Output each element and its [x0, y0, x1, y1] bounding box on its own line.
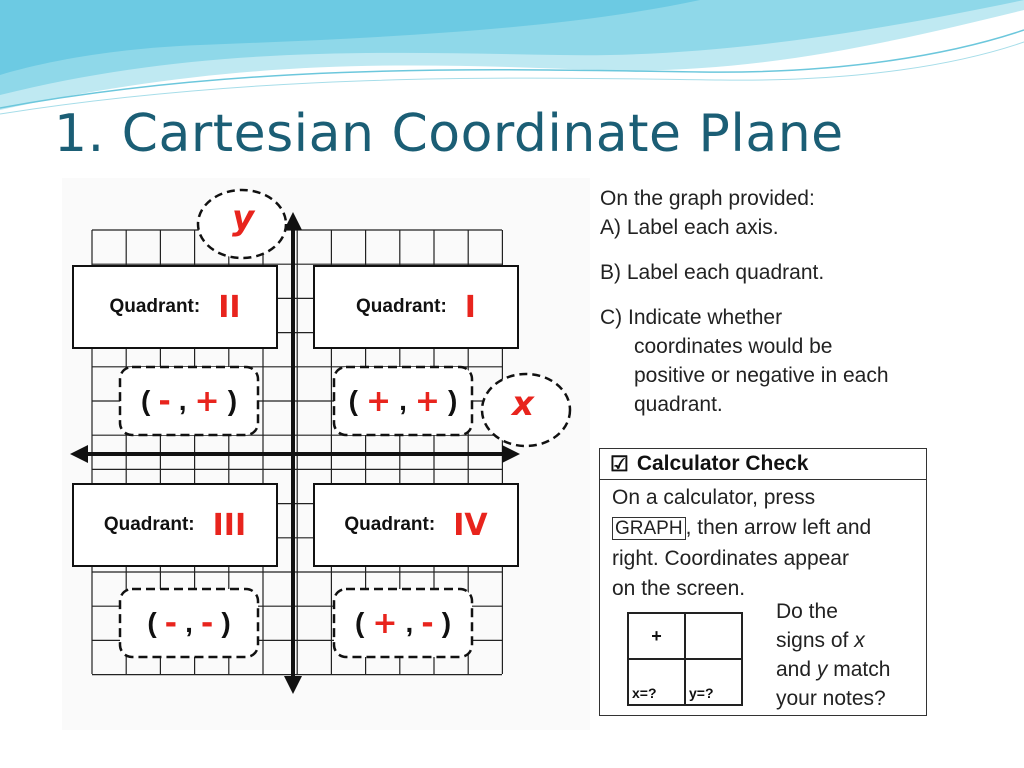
quadrant-number: III	[212, 507, 247, 543]
calc-line-3: right. Coordinates appear	[612, 547, 849, 570]
y-sign: -	[421, 605, 434, 641]
instructions-intro: On the graph provided:	[600, 187, 815, 210]
paren-close: )	[221, 607, 231, 638]
instructions-panel	[600, 184, 960, 419]
calculator-check-title: Calculator Check	[636, 452, 809, 475]
quadrant-word: Quadrant:	[109, 296, 201, 317]
instruction-c-line2: coordinates would be	[634, 335, 833, 358]
slide-title: 1. Cartesian Coordinate Plane	[54, 104, 844, 164]
quadrant-number: I	[464, 289, 476, 325]
comma: ,	[185, 607, 193, 638]
quadrant-number: IV	[453, 507, 488, 543]
quadrant-ii-label	[72, 265, 278, 349]
paren-open: (	[348, 385, 358, 416]
x-axis-left-arrow	[70, 445, 88, 463]
quadrant-word: Quadrant:	[344, 514, 436, 535]
calc-line-1: On a calculator, press	[612, 486, 816, 509]
instruction-c-line3: positive or negative in each	[634, 364, 889, 387]
quadrant-iii-signs	[121, 590, 257, 656]
calculator-instructions	[612, 483, 871, 604]
comma: ,	[405, 607, 414, 638]
paren-open: (	[140, 385, 151, 416]
calc-line-4: on the screen.	[612, 577, 746, 600]
mini-cell-x: x=?	[628, 659, 685, 705]
x-axis-right-arrow	[502, 445, 520, 463]
y-sign: -	[200, 605, 214, 641]
comma: ,	[178, 385, 187, 416]
x-sign: -	[164, 605, 178, 641]
x-axis-label: x	[512, 384, 534, 424]
paren-open: (	[354, 607, 365, 638]
coordinate-plane-figure	[62, 178, 590, 730]
quadrant-iv-signs	[335, 590, 471, 656]
paren-close: )	[441, 607, 452, 638]
header-wave-decoration	[0, 0, 1024, 120]
quadrant-i-signs	[335, 368, 471, 434]
paren-open: (	[147, 607, 157, 638]
x-sign: +	[365, 383, 392, 419]
mini-cell-y: y=?	[685, 659, 742, 705]
graph-key: GRAPH	[612, 517, 686, 540]
calculator-check-heading	[600, 449, 926, 480]
checkbox-icon: ☑	[610, 452, 629, 476]
instruction-c-line4: quadrant.	[634, 393, 723, 416]
instruction-a: A) Label each axis.	[600, 216, 779, 239]
calculator-question: Do the signs of x and y match your notes?	[776, 600, 891, 710]
paren-close: )	[227, 385, 238, 416]
paren-close: )	[448, 385, 458, 416]
instruction-b: B) Label each quadrant.	[600, 261, 825, 284]
quadrant-iii-label	[72, 483, 278, 567]
calc-line-2: GRAPH , then arrow left and	[612, 513, 871, 544]
quadrant-ii-signs	[121, 368, 257, 434]
instruction-c-line1: C) Indicate whether	[600, 306, 783, 329]
y-axis-down-arrow	[284, 676, 302, 694]
calculator-check-box	[599, 448, 927, 716]
mini-cell-plus: +	[628, 613, 685, 659]
quadrant-word: Quadrant:	[356, 296, 447, 317]
quadrant-i-label	[313, 265, 519, 349]
quadrant-iv-label	[313, 483, 519, 567]
y-axis-label: y	[232, 198, 255, 238]
comma: ,	[399, 385, 407, 416]
quadrant-number: II	[218, 289, 241, 325]
x-sign: +	[372, 605, 398, 641]
calculator-screen-diagram	[627, 612, 743, 706]
mini-cell-empty	[685, 613, 742, 659]
quadrant-word: Quadrant:	[103, 514, 195, 535]
y-sign: +	[194, 383, 220, 419]
x-sign: -	[158, 383, 171, 419]
y-sign: +	[414, 383, 441, 419]
